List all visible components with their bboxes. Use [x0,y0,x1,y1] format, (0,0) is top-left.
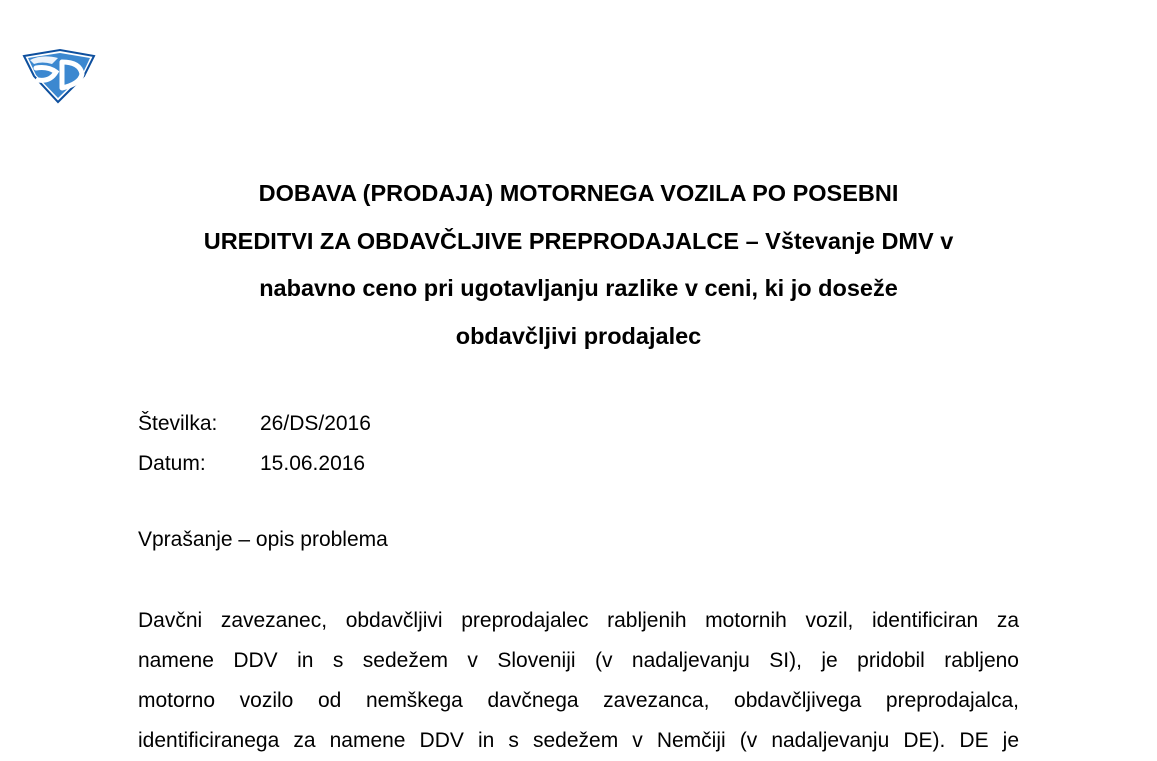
date-label: Datum: [138,452,206,475]
paragraph-line: identificiranega za namene DDV in s sedežem v Nemčiji (v nadaljevanju DE). DE je [138,729,1019,752]
body-paragraph [138,601,1019,761]
shield-logo-icon [22,48,96,104]
document-metadata [138,404,371,484]
paragraph-line: motorno vozilo od nemškega davčnega zavezanca, obdavčljivega preprodajalca, [138,689,1019,712]
section-heading: Vprašanje – opis problema [138,528,388,551]
title-line: UREDITVI ZA OBDAVČLJIVE PREPRODAJALCE – Vštevanje DMV v [203,227,954,254]
document-title [138,170,1019,360]
number-label: Številka: [138,412,218,435]
title-line: DOBAVA (PRODAJA) MOTORNEGA VOZILA PO POSEBNI [258,180,899,206]
number-value: 26/DS/2016 [260,412,371,435]
paragraph-line: Davčni zavezanec, obdavčljivi preprodajalec rabljenih motornih vozil, identificiran za [138,609,1019,632]
number-row [138,404,371,444]
date-value: 15.06.2016 [260,452,366,475]
paragraph-line: namene DDV in s sedežem v Sloveniji (v nadaljevanju SI), je pridobil rabljeno [138,649,1019,672]
title-line: obdavčljivi prodajalec [455,322,702,349]
company-logo [22,48,96,104]
title-line: nabavno ceno pri ugotavljanju razlike v ceni, ki jo doseže [259,275,898,301]
date-row [138,444,371,484]
